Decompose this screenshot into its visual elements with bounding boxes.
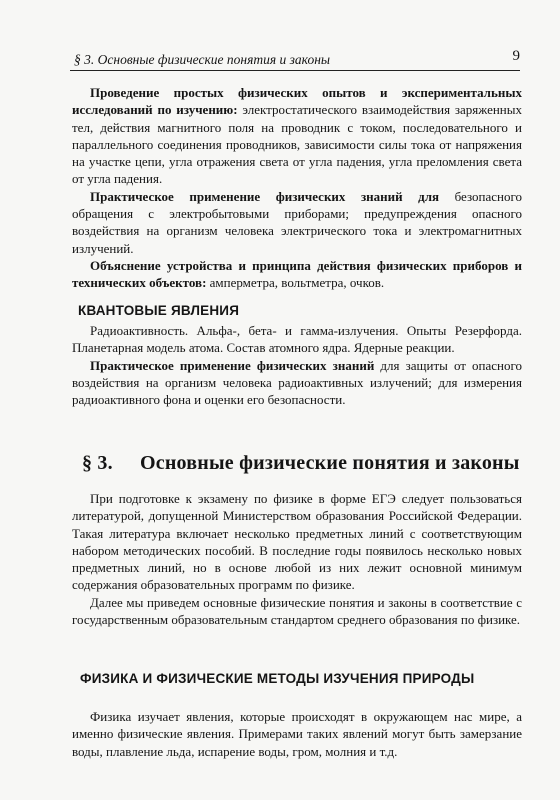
paragraph-overview: Далее мы приведем основные физические понятия и законы в соответствие с государственным образовательным стандартом среднего образования по физике.: [72, 594, 522, 628]
bold-lead: Практическое применение физических знаний: [90, 357, 375, 373]
section-intro: [72, 490, 522, 628]
paragraph-physics-studies: Физика изучает явления, которые происходят в окружающем нас мире, а именно физические явления. Примерами таких явлений могут быть замерзание воды, плавление льда, испарение воды, гром, молния и т.д.: [72, 709, 522, 759]
paragraph-practical-use: [72, 188, 522, 257]
topic-block-methods: [72, 708, 522, 760]
paragraph-protection: [72, 357, 522, 409]
topic-block-electrodynamics: [72, 84, 522, 292]
section-number: § 3.: [82, 452, 113, 474]
paragraph-text: безопасного обращения с электробытовыми приборами; предупреждения опасного воздействия на организм человека электрического тока и электромагнитных излучений.: [72, 188, 522, 256]
paragraph-text: для защиты от опасного воздействия на организм человека радиоактивных излучений; для измерения радиоактивного фона и оценки его безопасности.: [72, 357, 522, 408]
section-title-text: Основные физические понятия и законы: [140, 452, 520, 474]
bold-lead: Практическое применение физических знаний для: [90, 188, 440, 204]
heading-physics-methods: ФИЗИКА И ФИЗИЧЕСКИЕ МЕТОДЫ ИЗУЧЕНИЯ ПРИРОДЫ: [80, 671, 475, 686]
running-header-title: § 3. Основные физические понятия и законы: [74, 52, 331, 67]
paragraph-experiments: [72, 84, 522, 188]
section-title: [82, 452, 522, 475]
running-header: [70, 50, 520, 71]
bold-lead: Объяснение устройства и принципа действия физических приборов и технических объектов:: [72, 257, 522, 291]
paragraph-devices: [72, 257, 522, 292]
paragraph-exam-preparation: При подготовке к экзамену по физике в форме ЕГЭ следует пользоваться литературой, допущенной Министерством образования Российской Федерации. Такая литература включает несколько предметных линий с соответствующим набором методических пособий. В последние годы появилось несколько новых предметных линий, но в основе любой из них лежит основной минимум содержания образовательных программ по физике.: [72, 491, 522, 593]
paragraph-text: амперметра, вольтметра, очков.: [206, 275, 385, 291]
paragraph-radioactivity: Радиоактивность. Альфа-, бета- и гамма-излучения. Опыты Резерфорда. Планетарная модель атома. Состав атомного ядра. Ядерные реакции.: [72, 323, 522, 356]
paragraph-text: электростатического взаимодействия заряженных тел, действия магнитного поля на проводник с током, последовательного и параллельного соединения проводников, зависимости силы тока от напряжения на участке цепи, угла отражения света от угла падения, угла преломления света от угла падения.: [72, 102, 522, 187]
bold-lead: Проведение простых физических опытов и экспериментальных исследований по изучению:: [72, 85, 522, 118]
page-number: 9: [512, 48, 520, 64]
heading-quantum-phenomena: КВАНТОВЫЕ ЯВЛЕНИЯ: [78, 303, 240, 318]
topic-block-quantum: [72, 322, 522, 408]
